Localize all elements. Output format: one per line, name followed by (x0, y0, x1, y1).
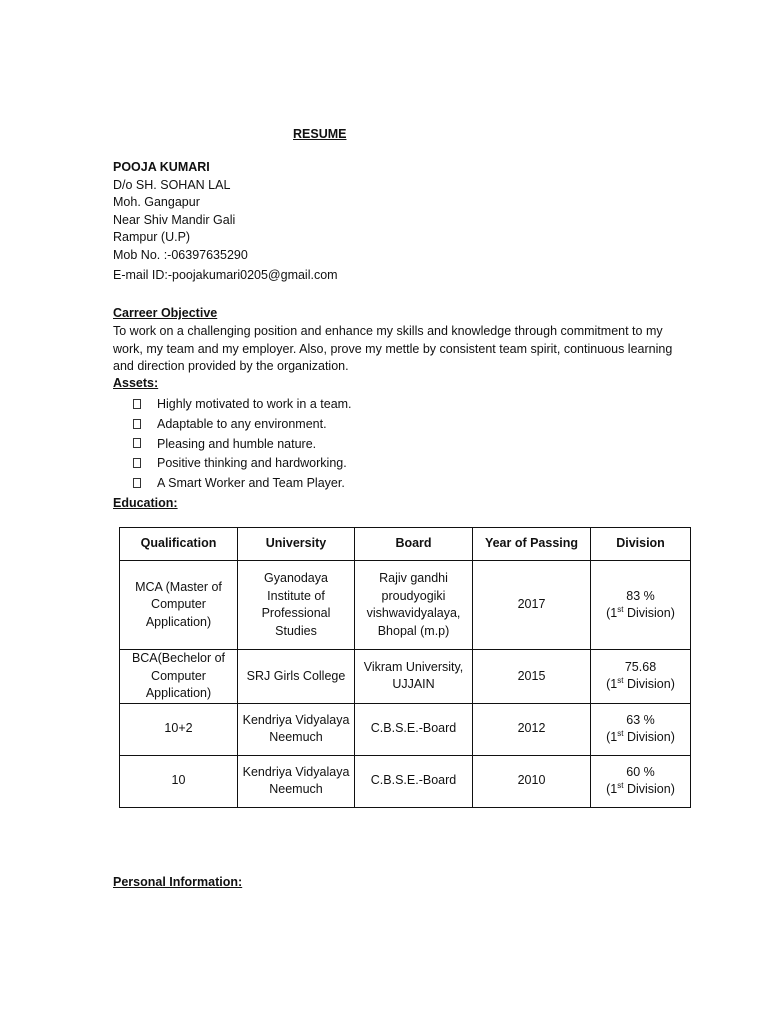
column-header-board: Board (355, 528, 473, 561)
board-cell: C.B.S.E.-Board (355, 703, 473, 755)
education-heading: Education: (113, 496, 178, 510)
bullet-icon (133, 438, 141, 448)
list-item (133, 454, 352, 474)
university-cell: Gyanodaya Institute of Professional Studies (238, 561, 355, 650)
column-header-division: Division (591, 528, 691, 561)
division-cell (591, 561, 691, 650)
assets-list (133, 395, 352, 494)
division-close: Division) (623, 782, 675, 796)
board-cell: Rajiv gandhi proudyogiki vishwavidyalaya, Bhopal (m.p) (355, 561, 473, 650)
division-cell (591, 755, 691, 807)
division-open: (1 (606, 782, 618, 796)
university-cell: Kendriya Vidyalaya Neemuch (238, 755, 355, 807)
university-cell: Kendriya Vidyalaya Neemuch (238, 703, 355, 755)
asset-text: Pleasing and humble nature. (157, 436, 317, 451)
asset-text: A Smart Worker and Team Player. (157, 476, 345, 491)
university-cell: SRJ Girls College (238, 650, 355, 704)
division-value: 75.68 (624, 659, 657, 674)
division-label (595, 605, 686, 623)
division-open: (1 (606, 606, 618, 620)
year-cell: 2012 (473, 703, 591, 755)
personal-info-heading: Personal Information: (113, 875, 243, 889)
objective-text: To work on a challenging position and enhance my skills and knowledge through commitment to my work, my team and my employer. Also, prove my mettle by consistent team spirit, continuous learning and direction provided by the organization. (113, 324, 673, 373)
qualification-cell: 10+2 (120, 703, 238, 755)
division-sup: st (617, 728, 624, 738)
objective-heading: Carreer Objective (113, 306, 218, 320)
division-cell (591, 703, 691, 755)
table-row (120, 755, 691, 807)
document-title: RESUME (293, 127, 347, 141)
table-row (120, 561, 691, 650)
division-close: Division) (623, 606, 675, 620)
division-label (595, 781, 686, 799)
division-open: (1 (606, 730, 618, 744)
asset-text: Positive thinking and hardworking. (157, 456, 347, 471)
division-value: 60 % (626, 764, 655, 779)
division-label (595, 729, 686, 747)
list-item (133, 415, 352, 435)
education-table (119, 527, 691, 808)
mobile-number: Mob No. :-06397635290 (113, 247, 248, 262)
qualification-cell: BCA(Bechelor of Computer Application) (120, 650, 238, 704)
board-cell: Vikram University, UJJAIN (355, 650, 473, 704)
bullet-icon (133, 399, 141, 409)
division-value: 83 % (626, 588, 655, 603)
table-row (120, 650, 691, 704)
table-header-row (120, 528, 691, 561)
column-header-university: University (238, 528, 355, 561)
column-header-year: Year of Passing (473, 528, 591, 561)
year-cell: 2017 (473, 561, 591, 650)
division-label (595, 676, 686, 694)
column-header-qualification: Qualification (120, 528, 238, 561)
division-sup: st (617, 604, 624, 614)
year-cell: 2015 (473, 650, 591, 704)
qualification-cell: 10 (120, 755, 238, 807)
division-sup: st (617, 780, 624, 790)
board-cell: C.B.S.E.-Board (355, 755, 473, 807)
address-line-3: Rampur (U.P) (113, 230, 191, 244)
table-row (120, 703, 691, 755)
asset-text: Adaptable to any environment. (157, 416, 327, 431)
division-cell (591, 650, 691, 704)
division-close: Division) (623, 677, 675, 692)
contact-block (113, 159, 338, 285)
division-close: Division) (623, 730, 675, 744)
email-address: E-mail ID:-poojakumari0205@gmail.com (113, 268, 338, 282)
candidate-name: POOJA KUMARI (113, 160, 210, 174)
year-cell: 2010 (473, 755, 591, 807)
list-item (133, 395, 352, 415)
address-line-2: Near Shiv Mandir Gali (113, 212, 236, 227)
address-line-1: Moh. Gangapur (113, 195, 200, 209)
qualification-cell: MCA (Master of Computer Application) (120, 561, 238, 650)
bullet-icon (133, 419, 141, 429)
assets-heading: Assets: (113, 376, 159, 390)
division-open: (1 (606, 677, 618, 692)
division-sup: st (617, 676, 624, 686)
list-item (133, 474, 352, 494)
asset-text: Highly motivated to work in a team. (157, 397, 352, 411)
division-value: 63 % (626, 712, 655, 727)
parent-name: D/o SH. SOHAN LAL (113, 177, 231, 192)
bullet-icon (133, 478, 141, 488)
list-item (133, 435, 352, 455)
bullet-icon (133, 458, 141, 468)
